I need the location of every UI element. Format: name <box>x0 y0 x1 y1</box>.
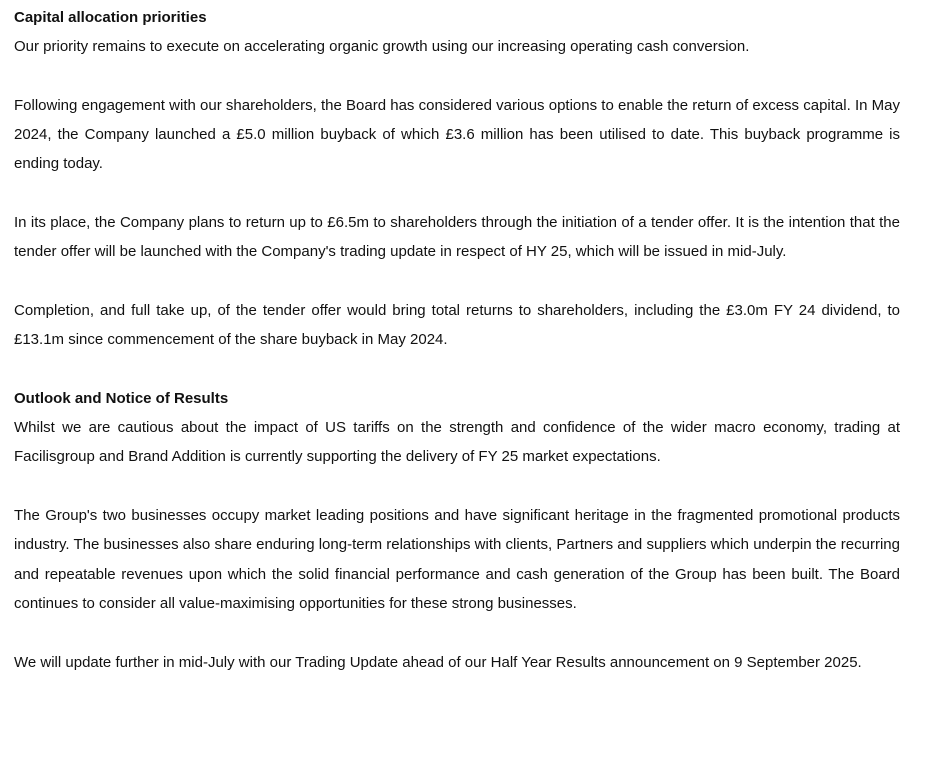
section-heading-capital-allocation: Capital allocation priorities <box>14 9 207 26</box>
paragraph-buyback: Following engagement with our shareholders, the Board has considered various options to enable the return of excess capital. In May 2024, the Company launched a £5.0 million buyback of which £3.6 million has been utilised to date. This buyback programme is ending today. <box>14 96 900 173</box>
paragraph-results-date: We will update further in mid-July with our Trading Update ahead of our Half Year Results announcement on 9 September 2025. <box>14 653 862 671</box>
paragraph-spacer <box>14 62 900 91</box>
paragraph-organic-growth: Our priority remains to execute on accelerating organic growth using our increasing operating cash conversion. <box>14 38 750 56</box>
paragraph-total-returns: Completion, and full take up, of the tender offer would bring total returns to shareholders, including the £3.0m FY 24 dividend, to £13.1m since commencement of the share buyback in May 2024. <box>14 301 900 349</box>
paragraph-spacer <box>14 355 900 384</box>
paragraph-spacer <box>14 267 900 296</box>
paragraph-spacer <box>14 179 900 208</box>
paragraph-spacer <box>14 618 900 647</box>
section-heading-outlook: Outlook and Notice of Results <box>14 389 229 407</box>
paragraph-group-businesses: The Group's two businesses occupy market leading positions and have significant heritage in the fragmented promotional products industry. The businesses also share enduring long-term relationships with clients, Partners and suppliers which underpin the recurring and repeatable revenues upon which the solid financial performance and cash generation of the Group has been built. The Board continues to consider all value-maximising opportunities for these strong businesses. <box>14 507 900 612</box>
paragraph-spacer <box>14 472 900 501</box>
document-body <box>14 3 900 677</box>
paragraph-us-tariffs: Whilst we are cautious about the impact of US tariffs on the strength and confidence of the wider macro economy, trading at Facilisgroup and Brand Addition is currently supporting the delivery of FY 25 market expectations. <box>14 419 900 466</box>
paragraph-tender-offer: In its place, the Company plans to return up to £6.5m to shareholders through the initiation of a tender offer. It is the intention that the tender offer will be launched with the Company's trading update in respect of HY 25, which will be issued in mid-July. <box>14 214 900 261</box>
